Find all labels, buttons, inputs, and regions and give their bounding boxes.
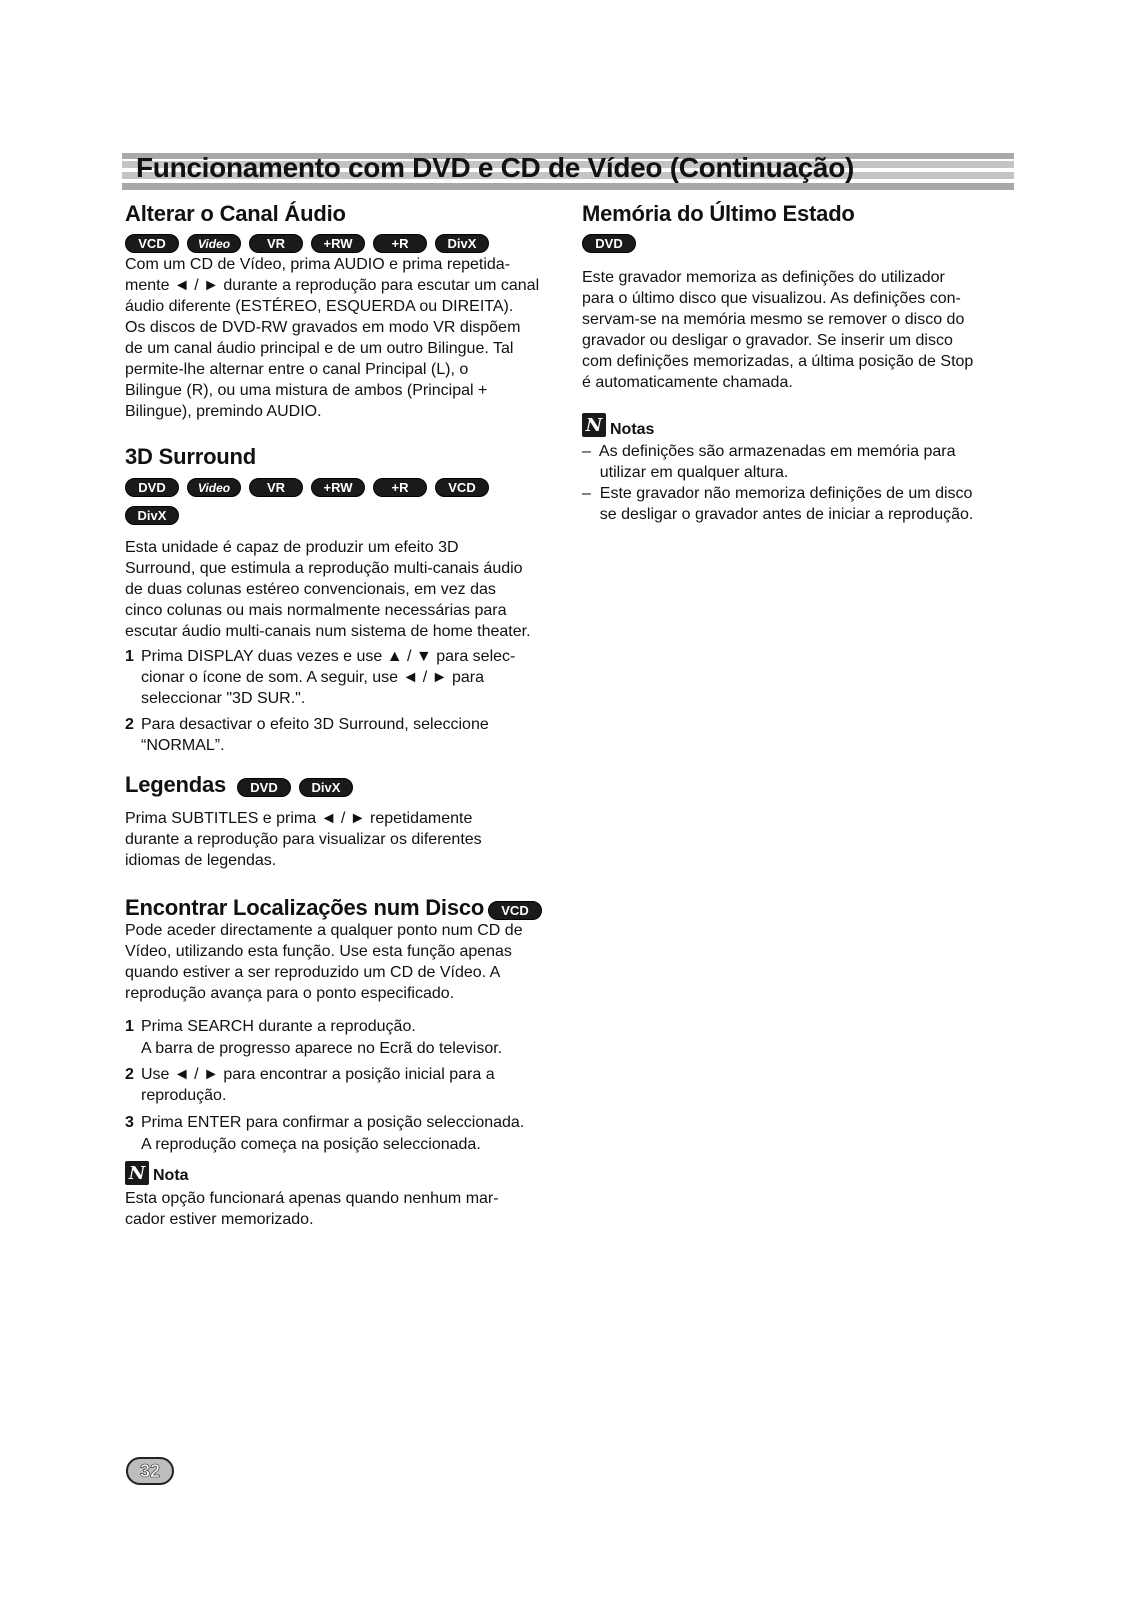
- step-text-line: Para desactivar o efeito 3D Surround, seleccione: [141, 716, 489, 733]
- disc-badge-r: +R: [373, 478, 427, 497]
- disc-badge-video: Video: [187, 234, 241, 253]
- search-step-3: [125, 1112, 560, 1154]
- step-number: 1: [125, 1018, 134, 1035]
- surround-disc-badges-row2: [125, 506, 179, 525]
- audio-text-line: Bilingue), premindo AUDIO.: [125, 403, 322, 420]
- memory-text-line: gravador ou desligar o gravador. Se inserir um disco: [582, 332, 953, 349]
- disc-badge-vcd: VCD: [125, 234, 179, 253]
- search-text-line: quando estiver a ser reproduzido um CD de Vídeo. A: [125, 964, 501, 981]
- disc-badge-rw: +RW: [311, 234, 365, 253]
- surround-text-line: Esta unidade é capaz de produzir um efeito 3D: [125, 539, 459, 556]
- audio-heading: Alterar o Canal Áudio: [125, 201, 346, 226]
- audio-text-line: áudio diferente (ESTÉREO, ESQUERDA ou DIREITA).: [125, 298, 514, 315]
- note-text-line: cador estiver memorizado.: [125, 1211, 314, 1228]
- audio-text-line: Os discos de DVD-RW gravados em modo VR dispõem: [125, 319, 521, 336]
- memory-text-line: Este gravador memoriza as definições do utilizador: [582, 269, 945, 286]
- note-text-line: – As definições são armazenadas em memória para: [582, 443, 956, 460]
- memory-disc-badges: [582, 234, 636, 253]
- memory-text-line: com definições memorizadas, a última posição de Stop: [582, 353, 974, 370]
- note-icon: N: [125, 1161, 149, 1185]
- step-text-line: “NORMAL”.: [141, 737, 225, 754]
- surround-step-2: [125, 714, 560, 758]
- title-stripe: [122, 183, 1014, 190]
- subtitles-text-line: Prima SUBTITLES e prima ◄ / ► repetidamente: [125, 810, 473, 827]
- notes-label: Notas: [610, 421, 655, 438]
- page-title: Funcionamento com DVD e CD de Vídeo (Continuação): [136, 152, 855, 183]
- audio-text-line: de um canal áudio principal e de um outro Bilingue. Tal: [125, 340, 514, 357]
- page-number: 32: [126, 1457, 174, 1485]
- step-text-line: seleccionar "3D SUR.".: [141, 690, 306, 707]
- page-title-bar: [122, 153, 1014, 193]
- search-step-2: [125, 1064, 560, 1108]
- audio-text-line: Bilingue (R), ou uma mistura de ambos (Principal +: [125, 382, 488, 399]
- audio-disc-badges: [125, 234, 489, 253]
- disc-badge-video: Video: [187, 478, 241, 497]
- step-subtext: A barra de progresso aparece no Ecrã do televisor.: [141, 1040, 503, 1057]
- disc-badge-vcd: VCD: [488, 901, 542, 920]
- surround-heading: 3D Surround: [125, 444, 257, 469]
- step-subtext: A reprodução começa na posição seleccionada.: [141, 1136, 481, 1153]
- step-number: 1: [125, 648, 134, 665]
- step-text-line: Prima ENTER para confirmar a posição seleccionada.: [141, 1114, 525, 1131]
- note-label: Nota: [153, 1167, 189, 1184]
- search-heading: Encontrar Localizações num Disco: [125, 895, 485, 920]
- memory-text-line: é automaticamente chamada.: [582, 374, 793, 391]
- surround-text-line: Surround, que estimula a reprodução multi-canais áudio: [125, 560, 523, 577]
- subtitles-heading: Legendas: [125, 772, 227, 797]
- surround-step-1: [125, 646, 560, 712]
- disc-badge-dvd: DVD: [237, 778, 291, 797]
- disc-badge-rw: +RW: [311, 478, 365, 497]
- note-text-line: – Este gravador não memoriza definições de um disco: [582, 485, 973, 502]
- subtitles-text-line: idiomas de legendas.: [125, 852, 277, 869]
- surround-disc-badges: [125, 478, 489, 497]
- step-text-line: cionar o ícone de som. A seguir, use ◄ / ► para: [141, 669, 484, 686]
- note-text-line: Esta opção funcionará apenas quando nenhum mar-: [125, 1190, 499, 1207]
- audio-text-line: permite-lhe alternar entre o canal Principal (L), o: [125, 361, 469, 378]
- search-disc-badges: [488, 901, 542, 920]
- disc-badge-divx: DivX: [435, 234, 489, 253]
- disc-badge-divx: DivX: [125, 506, 179, 525]
- audio-text-line: mente ◄ / ► durante a reprodução para escutar um canal: [125, 277, 540, 294]
- disc-badge-dvd: DVD: [582, 234, 636, 253]
- step-text-line: Use ◄ / ► para encontrar a posição inicial para a: [141, 1066, 495, 1083]
- surround-text-line: escutar áudio multi-canais num sistema de home theater.: [125, 623, 531, 640]
- subtitles-text-line: durante a reprodução para visualizar os diferentes: [125, 831, 482, 848]
- search-text-line: Vídeo, utilizando esta função. Use esta função apenas: [125, 943, 512, 960]
- disc-badge-divx: DivX: [299, 778, 353, 797]
- disc-badge-r: +R: [373, 234, 427, 253]
- search-text-line: reprodução avança para o ponto especificado.: [125, 985, 455, 1002]
- surround-text-line: de duas colunas estéreo convencionais, em vez das: [125, 581, 496, 598]
- audio-text-line: Com um CD de Vídeo, prima AUDIO e prima repetida-: [125, 256, 511, 273]
- search-text-line: Pode aceder directamente a qualquer ponto num CD de: [125, 922, 523, 939]
- step-number: 3: [125, 1114, 134, 1131]
- step-text-line: Prima SEARCH durante a reprodução.: [141, 1018, 416, 1035]
- note-text-line: se desligar o gravador antes de iniciar a reprodução.: [582, 506, 974, 523]
- memory-text-line: servam-se na memória mesmo se remover o disco do: [582, 311, 965, 328]
- step-text-line: Prima DISPLAY duas vezes e use ▲ / ▼ para selec-: [141, 648, 516, 665]
- memory-text-line: para o último disco que visualizou. As definições con-: [582, 290, 961, 307]
- note-text-line: utilizar em qualquer altura.: [582, 464, 789, 481]
- step-number: 2: [125, 1066, 134, 1083]
- disc-badge-vr: VR: [249, 234, 303, 253]
- subtitles-disc-badges: [237, 778, 353, 797]
- surround-text-line: cinco colunas ou mais normalmente necessárias para: [125, 602, 507, 619]
- disc-badge-dvd: DVD: [125, 478, 179, 497]
- search-step-1: [125, 1016, 560, 1058]
- step-number: 2: [125, 716, 134, 733]
- step-text-line: reprodução.: [141, 1087, 227, 1104]
- note-icon: N: [582, 413, 606, 437]
- disc-badge-vr: VR: [249, 478, 303, 497]
- disc-badge-vcd: VCD: [435, 478, 489, 497]
- memory-heading: Memória do Último Estado: [582, 201, 855, 226]
